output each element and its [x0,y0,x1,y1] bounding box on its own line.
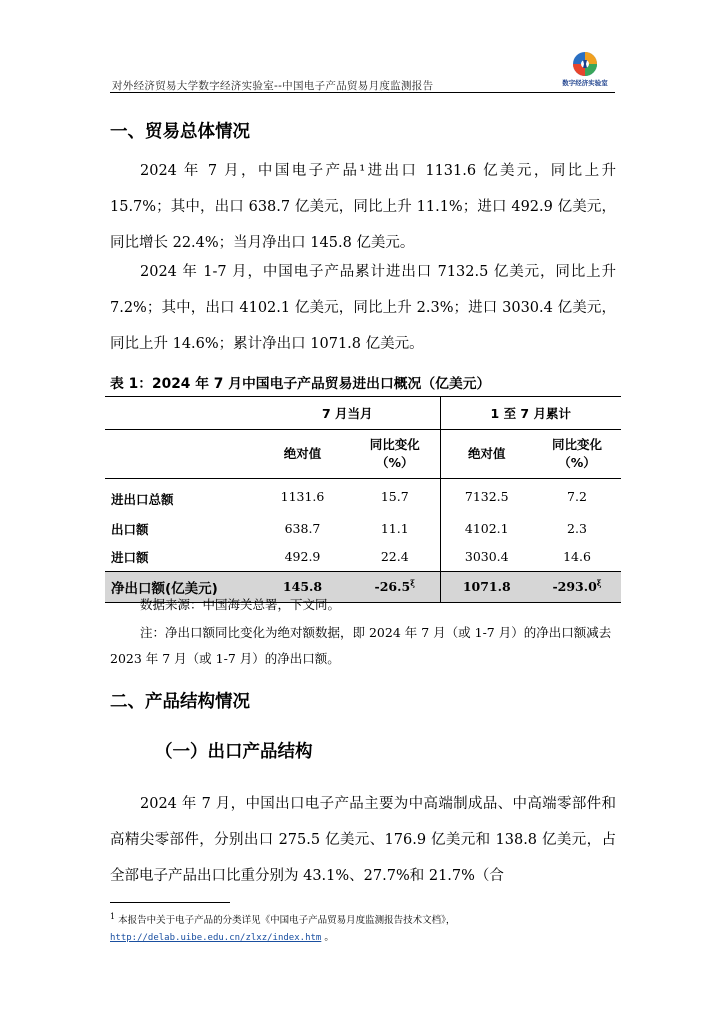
source-note: 数据来源：中国海关总署，下文同。 [140,597,341,612]
table-row [105,479,621,515]
table-caption: 表 1：2024 年 7 月中国电子产品贸易进出口概况（亿美元） [110,376,491,392]
paragraph-export-structure: 2024 年 7 月，中国出口电子产品主要为中高端制成品、中高端零部件和高精尖零部件，分别出口 275.5 亿美元、176.9 亿美元和 138.8 亿美元，占全部电子产品出口比重分别为 43.1%、27.7%和 21.7%（合 [110,796,616,884]
cell-cum-abs: 7132.5 [440,479,533,515]
cell-month-abs: 1131.6 [280,489,325,505]
col-header-month-yoy [350,430,440,479]
yoy-unit: （%） [375,455,414,470]
header-divider [110,92,615,93]
lab-logo [556,50,614,92]
yoy-unit: （%） [558,455,596,470]
table-note: 注：净出口额同比变化为绝对额数据，即 2024 年 7 月（或 1-7 月）的净出口额减去 2023 年 7 月（或 1-7 月）的净出口额。 [110,625,612,666]
footnote-mark: 1 [110,912,116,921]
net-export-cum-yoy: -293.0 [552,579,597,595]
note-mark: ξ [410,578,415,589]
footnote [110,908,616,947]
paragraph-overview-cumulative: 2024 年 1-7 月，中国电子产品累计进出口 7132.5 亿美元，同比上升 7.2%；其中，出口 4102.1 亿美元，同比上升 2.3%；进口 3030.4 亿美元，同比上升 14.6%；累计净出口 1071.8 亿美元。 [110,264,616,352]
section-heading-1: 一、贸易总体情况 [110,122,250,142]
cell-cum-yoy: 2.3 [567,521,587,536]
cell-month-yoy: 15.7 [380,489,409,505]
yoy-label: 同比变化 [369,437,420,452]
footnote-link[interactable]: http://delab.uibe.edu.cn/zlxz/index.htm [110,933,322,944]
cell-cum-abs: 1071.8 [440,571,533,602]
yoy-label: 同比变化 [551,437,602,452]
cell-month-abs: 638.7 [284,521,321,536]
col-header-cum-yoy [533,430,621,479]
cell-month-abs: 492.9 [284,549,321,564]
table-group-header-row [105,397,621,430]
group-header-cumulative: 1 至 7 月累计 [440,397,621,430]
footnote-end: 。 [324,932,334,944]
footnote-text: 本报告中关于电子产品的分类详见《中国电子产品贸易月度监测报告技术文档》， [118,915,456,927]
globe-logo-icon [556,50,614,80]
paragraph-overview-month: 2024 年 7 月，中国电子产品¹进出口 1131.6 亿美元，同比上升 15.7%；其中，出口 638.7 亿美元，同比上升 11.1%；进口 492.9 亿美元，同比增长 22.4%；当月净出口 145.8 亿美元。 [110,163,616,251]
table-row [105,543,621,572]
report-header: 对外经济贸易大学数字经济实验室--中国电子产品贸易月度监测报告 [112,80,434,92]
footnote-divider [110,902,230,903]
cell-cum-abs: 4102.1 [440,515,533,543]
trade-summary-table [105,396,621,603]
sub-heading-export-structure: （一）出口产品结构 [155,742,313,762]
cell-cum-abs: 3030.4 [440,543,533,572]
cell-cum-yoy: 14.6 [563,549,591,564]
group-header-month: 7 月当月 [255,397,440,430]
cell-month-abs: 145.8 [255,571,350,602]
logo-text: 数字经济实验室 [562,79,608,87]
table-label-header [105,430,255,479]
cell-month-yoy: 22.4 [380,549,409,564]
table-column-header-row [105,430,621,479]
row-label-import: 进口额 [111,549,149,565]
row-label-export: 出口额 [111,521,149,537]
note-mark: ξ [596,578,602,589]
net-export-month-yoy: -26.5 [374,579,411,595]
row-label-total-trade: 进出口总额 [111,491,174,507]
section-heading-2: 二、产品结构情况 [110,692,250,712]
table-corner-cell [105,397,255,430]
table-row [105,515,621,543]
col-header-cum-abs: 绝对值 [440,430,533,479]
col-header-month-abs: 绝对值 [255,430,350,479]
cell-cum-yoy: 7.2 [567,489,587,505]
row-label-net-export: 净出口额(亿美元) [105,571,255,602]
cell-month-yoy: 11.1 [380,521,409,536]
